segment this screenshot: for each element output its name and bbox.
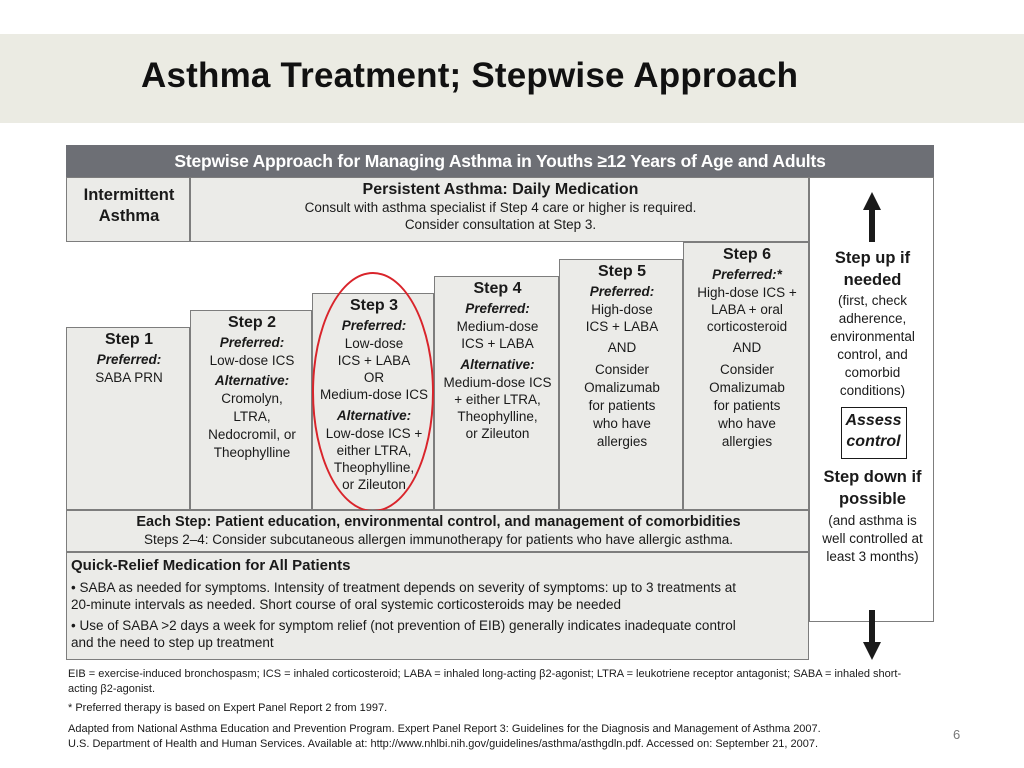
stepwise-figure <box>66 145 934 762</box>
step-5-preferred-6: for patients <box>588 398 656 413</box>
intermittent-line-2: Asthma <box>98 207 160 225</box>
step-2-alt-2: LTRA, <box>233 409 271 424</box>
step-3-alt-label: Alternative: <box>336 408 412 423</box>
quick-relief-bullet-2a: • Use of SABA >2 days a week for symptom relief (not prevention of EIB) generally indicates inadequate control <box>71 618 736 633</box>
step-2-alt-label: Alternative: <box>214 373 290 388</box>
footnote-1: EIB = exercise-induced bronchospasm; ICS = inhaled corticosteroid; LABA = inhaled long-acting β2-agonist; LTRA = leukotriene receptor antagonist; SABA = inhaled short- <box>68 668 902 680</box>
assess-line-1: Assess <box>845 412 902 429</box>
step-6-box <box>683 242 809 510</box>
step-5-preferred-1: High-dose <box>591 302 653 317</box>
step-5-preferred-3: AND <box>607 340 637 355</box>
each-step-text: Steps 2–4: Consider subcutaneous allergen immunotherapy for patients who have allergic asthma. <box>143 532 734 547</box>
step-2-preferred-label: Preferred: <box>219 335 285 350</box>
step-5-box <box>559 259 683 510</box>
footnote-5: U.S. Department of Health and Human Services. Available at: http://www.nhlbi.nih.gov/guidelines/asthma/asthgdln.pdf. Accessed on: September 21, 2007. <box>68 738 819 750</box>
step-down-title-2: possible <box>839 490 906 508</box>
step-up-text-5: comorbid <box>844 365 901 380</box>
step-5-preferred-2: ICS + LABA <box>585 319 659 334</box>
step-4-box <box>434 276 559 510</box>
figure-header: Stepwise Approach for Managing Asthma in Youths ≥12 Years of Age and Adults <box>66 145 934 177</box>
arrow-up-icon <box>862 192 882 242</box>
persistent-line-2: Consider consultation at Step 3. <box>404 217 597 232</box>
step-up-title-2: needed <box>843 271 902 289</box>
step-5-preferred-7: who have <box>593 416 651 431</box>
step-3-preferred-4: Medium-dose ICS <box>319 387 429 402</box>
intermittent-box <box>66 177 190 242</box>
each-step-box <box>66 510 809 552</box>
step-3-preferred-1: Low-dose <box>344 336 404 351</box>
step-6-preferred-2: LABA + oral <box>711 302 783 317</box>
step-6-preferred-6: Omalizumab <box>709 380 785 395</box>
step-up-text-3: environmental <box>830 329 915 344</box>
assess-control-box <box>841 407 907 459</box>
step-3-title: Step 3 <box>349 297 398 314</box>
step-4-title: Step 4 <box>473 280 522 297</box>
step-2-alt-4: Theophylline <box>213 445 291 460</box>
step-6-preferred-label: Preferred:* <box>712 267 782 282</box>
step-6-preferred-8: who have <box>718 416 776 431</box>
persistent-title: Persistent Asthma: Daily Medication <box>362 181 639 198</box>
assess-line-2: control <box>846 433 901 450</box>
step-4-alt-label: Alternative: <box>460 357 535 372</box>
step-down-title-1: Step down if <box>823 468 922 486</box>
step-down-text-3: least 3 months) <box>826 549 919 564</box>
step-3-preferred-2: ICS + LABA <box>337 353 411 368</box>
step-down-text-1: (and asthma is <box>828 513 917 528</box>
arrow-down-icon <box>862 610 882 660</box>
step-1-box <box>66 327 190 510</box>
step-6-preferred-1: High-dose ICS + <box>697 285 797 300</box>
quick-relief-bullet-1b: 20-minute intervals as needed. Short course of oral systemic corticosteroids may be needed <box>71 597 622 612</box>
step-5-preferred-8: allergies <box>596 434 648 449</box>
page-number: 6 <box>953 727 961 742</box>
step-up-text-1: (first, check <box>837 293 907 308</box>
step-4-alt-4: or Zileuton <box>465 426 530 441</box>
step-3-preferred-label: Preferred: <box>341 318 407 333</box>
step-6-preferred-3: corticosteroid <box>706 319 788 334</box>
step-up-text-2: adherence, <box>838 311 907 326</box>
step-3-alt-3: Theophylline, <box>333 460 415 475</box>
step-1-preferred-1: SABA PRN <box>95 370 163 385</box>
step-3-alt-4: or Zileuton <box>342 477 406 492</box>
step-1-preferred-label: Preferred: <box>96 352 162 367</box>
step-up-text-4: control, and <box>837 347 908 362</box>
step-control-column <box>809 177 934 622</box>
persistent-line-1: Consult with asthma specialist if Step 4 care or higher is required. <box>304 200 697 215</box>
step-2-title: Step 2 <box>227 314 276 331</box>
step-3-alt-1: Low-dose ICS + <box>325 426 423 441</box>
step-3-highlight-oval <box>312 272 434 512</box>
step-4-alt-3: Theophylline, <box>457 409 538 424</box>
step-6-title: Step 6 <box>722 246 771 263</box>
step-2-preferred-1: Low-dose ICS <box>209 353 295 368</box>
step-6-preferred-5: Consider <box>719 362 775 377</box>
slide-title: Asthma Treatment; Stepwise Approach <box>141 56 799 95</box>
step-4-alt-2: + either LTRA, <box>454 392 541 407</box>
step-5-preferred-5: Omalizumab <box>584 380 660 395</box>
footnote-2: acting β2-agonist. <box>68 683 156 695</box>
quick-relief-bullet-1a: • SABA as needed for symptoms. Intensity of treatment depends on severity of symptoms: up to 3 treatments at <box>71 580 737 595</box>
each-step-bold: Each Step: Patient education, environmental control, and management of comorbidities <box>136 514 741 530</box>
step-4-preferred-2: ICS + LABA <box>461 336 534 351</box>
step-4-preferred-1: Medium-dose <box>456 319 539 334</box>
step-up-text-6: conditions) <box>839 383 906 398</box>
step-4-preferred-label: Preferred: <box>465 301 530 316</box>
quick-relief-bullet-2b: and the need to step up treatment <box>71 635 274 650</box>
footnote-4: Adapted from National Asthma Education and Prevention Program. Expert Panel Report 3: Guidelines for the Diagnosis and Management of Asthma 2007. <box>68 723 821 735</box>
step-2-alt-3: Nedocromil, or <box>208 427 296 442</box>
persistent-box <box>190 177 809 242</box>
step-3-preferred-3: OR <box>363 370 385 385</box>
quick-relief-title: Quick-Relief Medication for All Patients <box>71 557 351 574</box>
step-up-title-1: Step up if <box>834 249 911 267</box>
step-down-text-2: well controlled at <box>822 531 923 546</box>
step-2-alt-1: Cromolyn, <box>221 391 283 406</box>
step-5-preferred-label: Preferred: <box>589 284 655 299</box>
step-4-alt-1: Medium-dose ICS <box>443 375 552 390</box>
step-6-preferred-7: for patients <box>713 398 781 413</box>
step-6-preferred-9: allergies <box>721 434 773 449</box>
quick-relief-box <box>66 552 809 660</box>
step-5-preferred-4: Consider <box>594 362 650 377</box>
step-6-preferred-4: AND <box>732 340 762 355</box>
footnote-3: * Preferred therapy is based on Expert Panel Report 2 from 1997. <box>68 702 388 714</box>
intermittent-line-1: Intermittent <box>83 186 175 204</box>
step-2-box <box>190 310 312 510</box>
step-5-title: Step 5 <box>597 263 646 280</box>
step-3-alt-2: either LTRA, <box>336 443 412 458</box>
step-1-title: Step 1 <box>104 331 153 348</box>
